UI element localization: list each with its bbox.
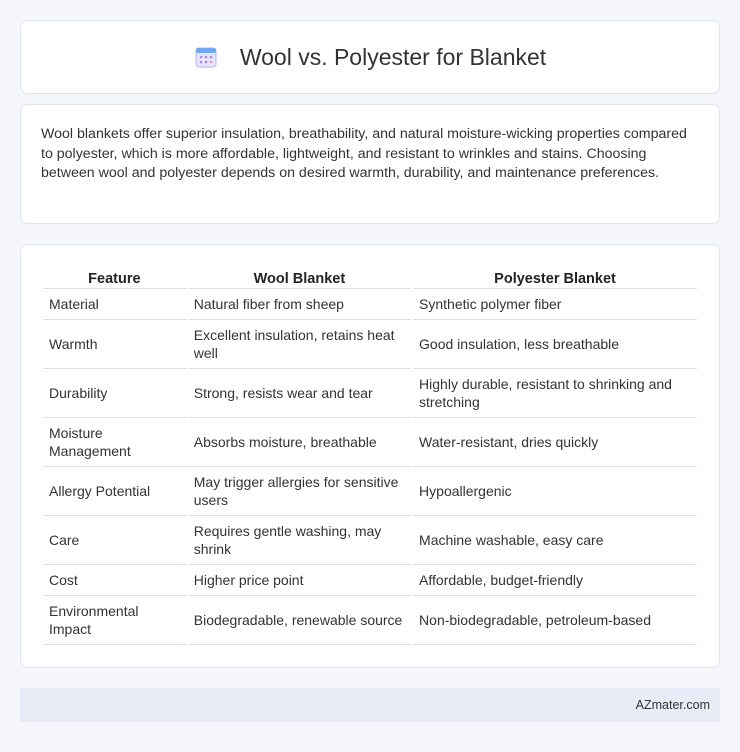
- cell-polyester: Synthetic polymer fiber: [413, 289, 697, 320]
- page-title: Wool vs. Polyester for Blanket: [239, 43, 547, 70]
- intro-text: Wool blankets offer superior insulation, breathability, and natural moisture-wicking properties compared to polyester, which is more affordable, lightweight, and resistant to wrinkles and stains. Choosing between wool and polyester depends on desired warmth, durability, and maintenance preferences.: [41, 126, 687, 181]
- table-row: [43, 418, 697, 467]
- table-row: [43, 320, 697, 369]
- cell-wool: Natural fiber from sheep: [188, 289, 411, 320]
- footer: [20, 688, 720, 722]
- table-row: [43, 369, 697, 418]
- cell-feature: Warmth: [43, 320, 186, 369]
- header-wool: Wool Blanket: [188, 265, 411, 289]
- table-header-row: [43, 265, 697, 289]
- cell-wool: Strong, resists wear and tear: [188, 369, 411, 418]
- cell-polyester: Machine washable, easy care: [413, 516, 697, 565]
- cell-polyester: Non-biodegradable, petroleum-based: [413, 596, 697, 645]
- cell-polyester: Water-resistant, dries quickly: [413, 418, 697, 467]
- cell-feature: Durability: [43, 369, 186, 418]
- cell-feature: Allergy Potential: [43, 467, 186, 516]
- cell-wool: Requires gentle washing, may shrink: [188, 516, 411, 565]
- cell-feature: Moisture Management: [43, 418, 186, 467]
- table-row: [43, 596, 697, 645]
- cell-polyester: Hypoallergenic: [413, 467, 697, 516]
- cell-wool: Biodegradable, renewable source: [188, 596, 411, 645]
- table-row: [43, 516, 697, 565]
- header-feature: Feature: [43, 265, 186, 289]
- comparison-table: [41, 265, 699, 645]
- title-card: [20, 20, 720, 94]
- cell-wool: Absorbs moisture, breathable: [188, 418, 411, 467]
- cell-polyester: Good insulation, less breathable: [413, 320, 697, 369]
- cell-wool: Excellent insulation, retains heat well: [188, 320, 411, 369]
- cell-feature: Care: [43, 516, 186, 565]
- table-row: [43, 467, 697, 516]
- cell-feature: Cost: [43, 565, 186, 596]
- cell-wool: Higher price point: [188, 565, 411, 596]
- cell-polyester: Affordable, budget-friendly: [413, 565, 697, 596]
- comparison-table-card: [20, 244, 720, 668]
- calendar-icon: [194, 45, 218, 69]
- intro-card: [20, 104, 720, 224]
- cell-polyester: Highly durable, resistant to shrinking and stretching: [413, 369, 697, 418]
- header-polyester: Polyester Blanket: [413, 265, 697, 289]
- cell-wool: May trigger allergies for sensitive users: [188, 467, 411, 516]
- table-row: [43, 289, 697, 320]
- table-row: [43, 565, 697, 596]
- cell-feature: Material: [43, 289, 186, 320]
- footer-brand: AZmater.com: [635, 698, 710, 712]
- cell-feature: Environmental Impact: [43, 596, 186, 645]
